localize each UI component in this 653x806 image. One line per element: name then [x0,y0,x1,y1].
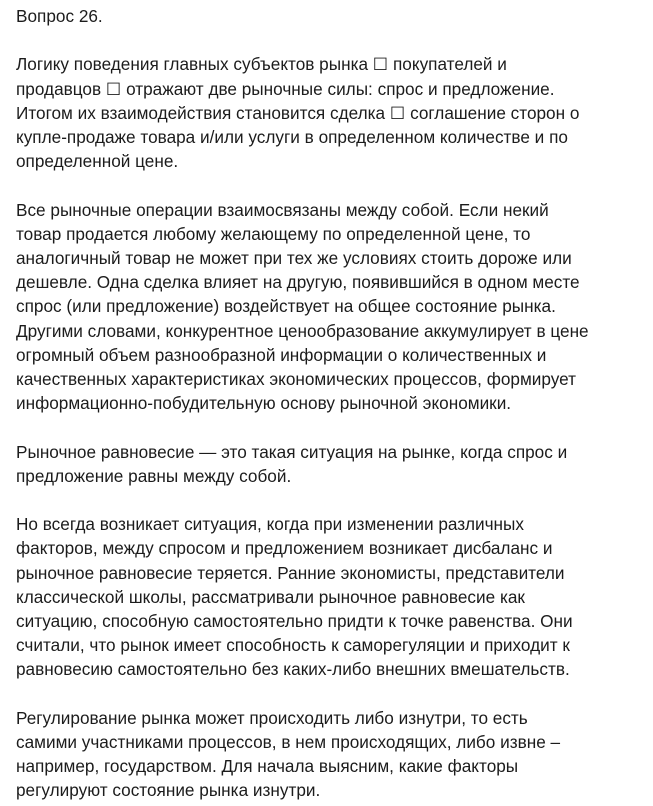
text-line: Логику поведения главных субъектов рынка ☐ покупателей и [16,54,507,75]
text-line: Но всегда возникает ситуация, когда при изменении различных [16,514,524,535]
text-line: регулируют состояние рынка изнутри. [16,780,321,801]
text-line: самими участниками процессов, в нем происходящих, либо извне – [16,732,561,753]
text-line: факторов, между спросом и предложением возникает дисбаланс и [16,538,553,559]
text-line: Итогом их взаимодействия становится сделка ☐ соглашение сторон о [16,102,580,123]
text-line: Все рыночные операции взаимосвязаны между собой. Если некий [16,199,549,220]
text-line: Другими словами, конкурентное ценообразование аккумулирует в цене [16,320,589,341]
text-line: информационно-побудительную основу рыночной экономики. [16,393,512,414]
text-line: аналогичный товар не может при тех же условиях стоить дороже или [16,248,572,268]
text-line: огромный объем разнообразной информации о количественных и [16,344,547,365]
document-body [16,52,641,802]
text-line: Регулирование рынка может происходить либо изнутри, то есть [16,707,528,728]
paragraph [16,706,641,803]
text-line: например, государством. Для начала выясним, какие факторы [16,756,519,777]
text-line: дешевле. Одна сделка влияет на другую, появившийся в одном месте [16,272,580,293]
text-line: Рыночное равновесие — это такая ситуация на рынке, когда спрос и [16,441,568,462]
text-line: классической школы, рассматривали рыночное равновесие как [16,586,525,607]
text-line: качественных характеристиках экономических процессов, формирует [16,369,577,390]
text-line: рыночное равновесие теряется. Ранние экономисты, представители [16,562,565,583]
paragraph [16,512,641,681]
paragraph [16,198,641,416]
paragraph [16,52,641,173]
text-line: продавцов ☐ отражают две рыночные силы: спрос и предложение. [16,78,555,99]
text-line: спрос (или предложение) воздействует на общее состояние рынка. [16,296,556,317]
text-line: купле-продаже товара и/или услуги в определенном количестве и по [16,127,568,147]
question-title [16,4,641,28]
text-line: предложение равны между собой. [16,465,292,486]
text-line: определенной цене. [16,151,179,172]
text-line: Вопрос 26. [16,6,103,26]
paragraph [16,440,641,488]
text-line: товар продается любому желающему по определенной цене, то [16,223,531,244]
text-line: равновесию самостоятельно без каких-либо внешних вмешательств. [16,659,570,680]
text-line: считали, что рынок имеет способность к саморегуляции и приходит к [16,635,570,656]
text-line: ситуацию, способную самостоятельно придти к точке равенства. Они [16,611,573,632]
